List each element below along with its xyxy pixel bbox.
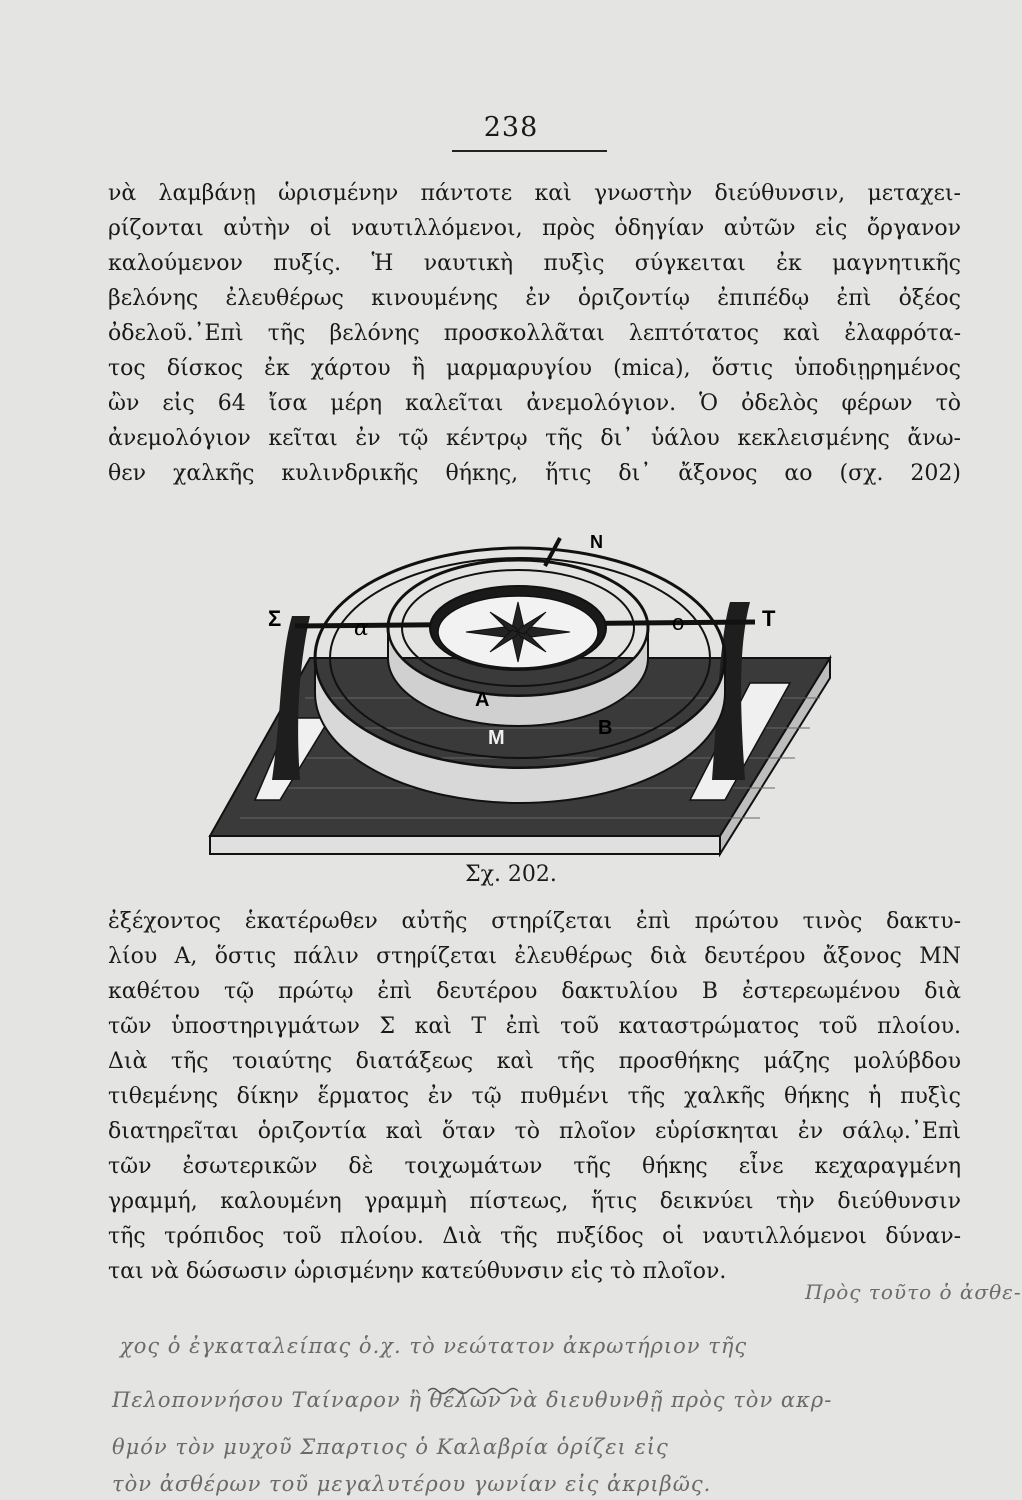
text-line: τῶν ὑποστηριγμάτων Σ καὶ Τ ἐπὶ τοῦ καταστρώματος τοῦ πλοίου. [108, 1014, 961, 1039]
wavy-underline [428, 1386, 518, 1396]
paragraph-2 [108, 904, 961, 1289]
text-line: νὰ λαμβάνῃ ὡρισμένην πάντοτε καὶ γνωστὴν διεύθυνσιν, μεταχει- [108, 181, 961, 206]
text-line: γραμμή, καλουμένη γραμμὴ πίστεως, ἥτις δεικνύει τὴν διεύθυνσιν [108, 1189, 961, 1214]
label-mu: Μ [488, 727, 505, 749]
handwritten-note-2: χος ὁ ἐγκαταλείπας ὁ.χ. τὸ νεώτατον ἀκρωτήριον τῆς [120, 1334, 748, 1358]
text-line: διατηρεῖται ὁριζοντία καὶ ὅταν τὸ πλοῖον εὑρίσκηται ἐν σάλῳ.᾿Επὶ [108, 1119, 961, 1144]
figure-caption: Σχ. 202. [465, 862, 557, 887]
label-tau: Τ [762, 606, 776, 631]
text-line: λίου Α, ὅστις πάλιν στηρίζεται ἐλευθέρως διὰ δευτέρου ἄξονος ΜΝ [108, 944, 961, 969]
handwritten-note-1: Πρὸς τοῦτο ὁ ἀσθε- [805, 1280, 1022, 1304]
compass-illustration [200, 518, 840, 868]
label-nu: Ν [590, 532, 603, 552]
text-line: τιθεμένης δίκην ἕρματος ἐν τῷ πυθμένι τῆς χαλκῆς θήκης ἡ πυξὶς [108, 1084, 961, 1109]
text-line: ὀδελοῦ.᾿Επὶ τῆς βελόνης προσκολλᾶται λεπτότατος καὶ ἐλαφρότα- [108, 321, 961, 346]
page-number: 238 [483, 112, 539, 143]
text-line: ἀνεμολόγιον κεῖται ἐν τῷ κέντρῳ τῆς δι᾿ ὑάλου κεκλεισμένης ἄνω- [108, 426, 961, 451]
text-line: Διὰ τῆς τοιαύτης διατάξεως καὶ τῆς προσθήκης μάζης μολύβδου [108, 1049, 961, 1074]
label-sigma: Σ [268, 606, 282, 631]
text-line: καλούμενον πυξίς. Ἡ ναυτικὴ πυξὶς σύγκειται ἐκ μαγνητικῆς [108, 251, 961, 276]
label-ring-a: Α [475, 689, 490, 711]
text-line: ὢν εἰς 64 ἴσα μέρη καλεῖται ἀνεμολόγιον. Ὁ ὀδελὸς φέρων τὸ [108, 391, 961, 416]
text-line: θεν χαλκῆς κυλινδρικῆς θήκης, ἥτις δι᾿ ἄξονος αο (σχ. 202) [108, 461, 961, 486]
label-o: ο [672, 610, 685, 635]
label-ring-b: Β [598, 717, 613, 739]
text-line: τος δίσκος ἐκ χάρτου ἢ μαρμαρυγίου (mica), ὅστις ὑποδιῃρημένος [108, 356, 961, 381]
handwritten-note-4: θμόν τὸν μυχοῦ Σπαρτιος ὁ Καλαβρία ὁρίζει εἰς [112, 1435, 669, 1459]
text-line: καθέτου τῷ πρώτῳ ἐπὶ δευτέρου δακτυλίου Β ἐστερεωμένου διὰ [108, 979, 961, 1004]
handwritten-note-3: Πελοποννήσου Ταίναρον ἢ θέλων νὰ διευθυνθῇ πρὸς τὸν ακρ- [112, 1388, 833, 1412]
label-a: α [354, 616, 369, 641]
text-line: ται νὰ δώσωσιν ὡρισμένην κατεύθυνσιν εἰς τὸ πλοῖον. [108, 1259, 727, 1284]
handwritten-note-5: τὸν ἀσθέρων τοῦ μεγαλυτέρου γωνίαν εἰς ἀκριβῶς. [112, 1472, 712, 1496]
header-rule [452, 150, 607, 152]
text-line: τῆς τρόπιδος τοῦ πλοίου. Διὰ τῆς πυξίδος οἱ ναυτιλλόμενοι δύναν- [108, 1224, 961, 1249]
text-line: τῶν ἐσωτερικῶν δὲ τοιχωμάτων τῆς θήκης εἶνε κεχαραγμένη [108, 1154, 961, 1179]
paragraph-1 [108, 176, 961, 491]
text-line: ρίζονται αὐτὴν οἱ ναυτιλλόμενοι, πρὸς ὁδηγίαν αὐτῶν εἰς ὄργανον [108, 216, 961, 241]
text-line: ἐξέχοντος ἑκατέρωθεν αὐτῆς στηρίζεται ἐπὶ πρώτου τινὸς δακτυ- [108, 909, 961, 934]
text-line: βελόνης ἐλευθέρως κινουμένης ἐν ὁριζοντίῳ ἐπιπέδῳ ἐπὶ ὀξέος [108, 286, 961, 311]
